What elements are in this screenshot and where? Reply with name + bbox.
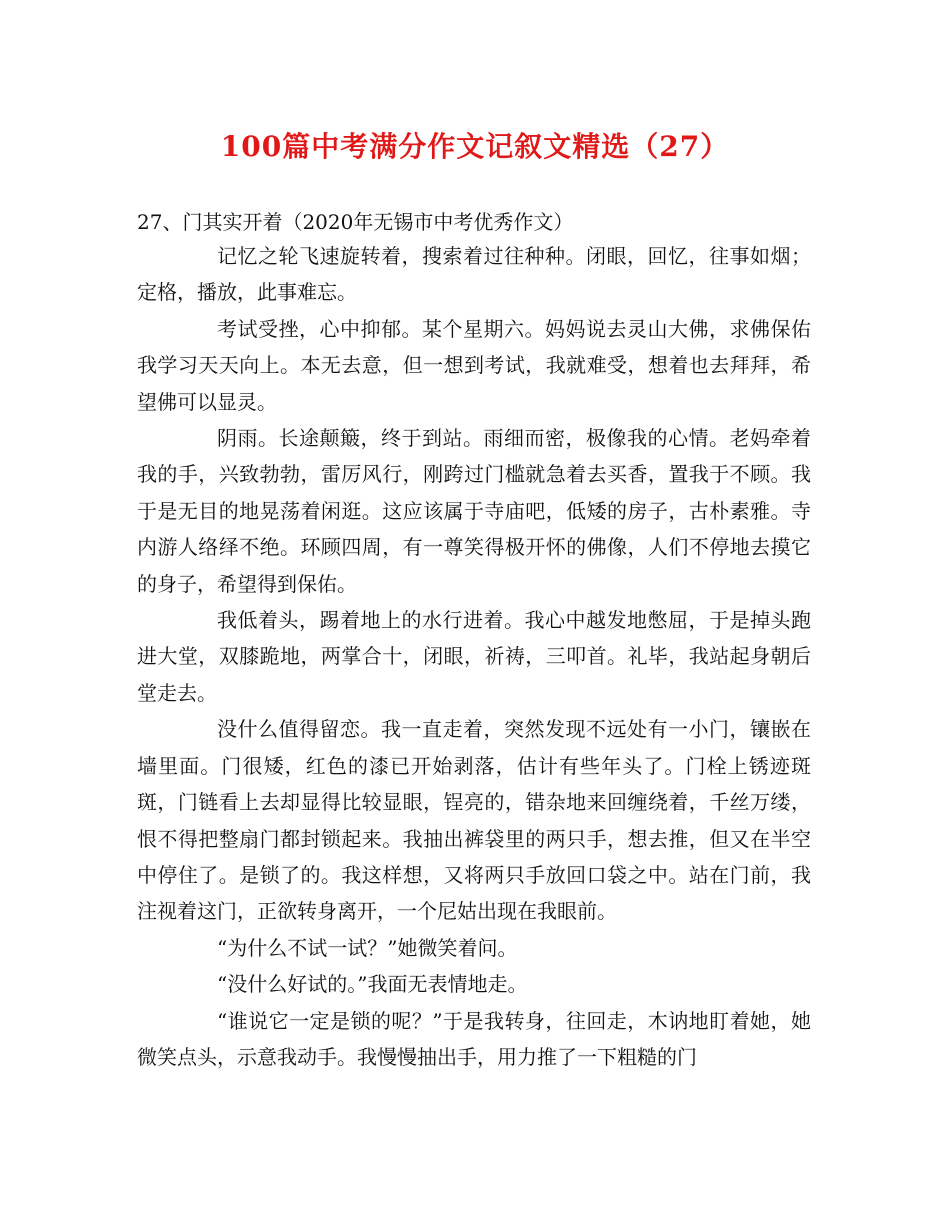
article-heading: 27、门其实开着（2020年无锡市中考优秀作文） (137, 210, 574, 234)
document-title: 100篇中考满分作文记叙文精选（27） (220, 130, 730, 163)
paragraph: 阴雨。长途颠簸，终于到站。雨细而密，极像我的心情。老妈牵着我的手，兴致勃勃，雷厉风行，刚跨过门槛就急着去买香，置我于不顾。我于是无目的地晃荡着闲逛。这应该属于寺庙吧，低矮的房子，古朴素雅。寺内游人络绎不绝。环顾四周，有一尊笑得极开怀的佛像，人们不停地去摸它的身子，希望得到保佑。 (137, 426, 811, 596)
paragraph: “没什么好试的。”我面无表情地走。 (217, 972, 528, 997)
paragraph: 我低着头，踢着地上的水行进着。我心中越发地憋屈，于是掉头跑进大堂，双膝跪地，两掌合十，闭眼，祈祷，三叩首。礼毕，我站起身朝后堂走去。 (137, 608, 811, 705)
paragraph: 考试受挫，心中抑郁。某个星期六。妈妈说去灵山大佛，求佛保佑我学习天天向上。本无去意，但一想到考试，我就难受，想着也去拜拜，希望佛可以显灵。 (137, 316, 811, 414)
paragraph: 没什么值得留恋。我一直走着，突然发现不远处有一小门，镶嵌在墙里面。门很矮，红色的漆已开始剥落，估计有些年头了。门栓上锈迹斑斑，门链看上去却显得比较显眼，锃亮的，错杂地来回缠绕着，千丝万缕，恨不得把整扇门都封锁起来。我抽出裤袋里的两只手，想去推，但又在半空中停住了。是锁了的。我这样想，又将两只手放回口袋之中。站在门前，我注视着这门，正欲转身离开，一个尼姑出现在我眼前。 (137, 717, 811, 924)
paragraph: “为什么不试一试？”她微笑着问。 (217, 935, 518, 960)
paragraph: 记忆之轮飞速旋转着，搜索着过往种种。闭眼，回忆，往事如烟；定格，播放，此事难忘。 (137, 244, 811, 305)
paragraph: “谁说它一定是锁的呢？”于是我转身，往回走，木讷地盯着她，她微笑点头，示意我动手。我慢慢抽出手，用力推了一下粗糙的门 (137, 1008, 811, 1069)
article-body (137, 238, 811, 1075)
